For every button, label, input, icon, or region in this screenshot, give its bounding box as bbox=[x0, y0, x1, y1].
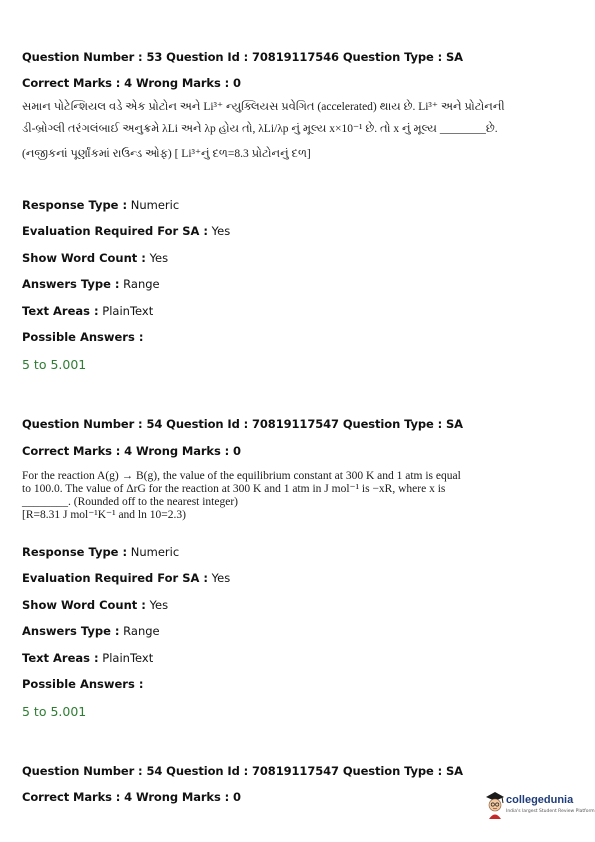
logo-name: collegedunia bbox=[506, 794, 574, 806]
q54-response-type: Response Type : Numeric bbox=[22, 545, 180, 559]
q54-text-line3: ________. (Rounded off to the nearest integer) bbox=[22, 496, 238, 508]
q54b-header: Question Number : 54 Question Id : 70819117547 Question Type : SA bbox=[22, 764, 463, 778]
q53-text-areas: Text Areas : PlainText bbox=[22, 304, 154, 318]
q54-marks: Correct Marks : 4 Wrong Marks : 0 bbox=[22, 444, 241, 458]
q54-text-line1: For the reaction A(g) → B(g), the value of the equilibrium constant at 300 K and 1 atm is equal bbox=[22, 470, 461, 482]
q53-header: Question Number : 53 Question Id : 70819117546 Question Type : SA bbox=[22, 50, 463, 64]
q54-text-line4: [R=8.31 J mol⁻¹K⁻¹ and ln 10=2.3) bbox=[22, 509, 186, 521]
q53-marks: Correct Marks : 4 Wrong Marks : 0 bbox=[22, 76, 241, 90]
q54-answers-type: Answers Type : Range bbox=[22, 624, 160, 638]
q53-answer: 5 to 5.001 bbox=[22, 357, 87, 372]
logo-tagline: India's largest Student Review Platform bbox=[506, 809, 595, 814]
graduate-mascot-icon bbox=[484, 790, 506, 820]
q53-text-line1: સમાન પોટેન્શિયલ વડે એક પ્રોટોન અને Li³⁺ ન્યુક્લિયસ પ્રવેગિત (accelerated) થાય છે. Li³⁺ અને પ્રોટોનની bbox=[22, 101, 505, 113]
q54-possible-answers-label: Possible Answers : bbox=[22, 677, 144, 691]
q54-show-word-count: Show Word Count : Yes bbox=[22, 598, 169, 612]
q53-text-line2: ડી-બ્રોગ્લી તરંગલંબાઈ અનુક્રમે λLi અને λp હોય તો, λLi/λp નું મૂલ્ય x×10⁻¹ છે. તો x નું મૂલ્ય ________છે. bbox=[22, 123, 498, 135]
q54-question-text bbox=[22, 470, 562, 522]
q54-answer: 5 to 5.001 bbox=[22, 704, 87, 719]
q53-possible-answers-label: Possible Answers : bbox=[22, 330, 144, 344]
q54-eval-required: Evaluation Required For SA : Yes bbox=[22, 571, 231, 585]
q53-eval-required: Evaluation Required For SA : Yes bbox=[22, 224, 231, 238]
q54-text-areas: Text Areas : PlainText bbox=[22, 651, 154, 665]
q53-show-word-count: Show Word Count : Yes bbox=[22, 251, 169, 265]
q53-question-text bbox=[22, 101, 562, 161]
q53-response-type: Response Type : Numeric bbox=[22, 198, 180, 212]
q54b-marks: Correct Marks : 4 Wrong Marks : 0 bbox=[22, 790, 241, 804]
q53-text-line3: (નજીકનાં પૂર્ણાંકમાં રાઉન્ડ ઓફ) [ Li³⁺નું દળ=8.3 પ્રોટોનનું દળ] bbox=[22, 148, 311, 160]
collegedunia-logo bbox=[484, 790, 595, 824]
q54-text-line2: to 100.0. The value of ΔrG for the reaction at 300 K and 1 atm in J mol⁻¹ is −xR, where x is bbox=[22, 483, 446, 495]
q54-header: Question Number : 54 Question Id : 70819117547 Question Type : SA bbox=[22, 417, 463, 431]
q53-answers-type: Answers Type : Range bbox=[22, 277, 160, 291]
